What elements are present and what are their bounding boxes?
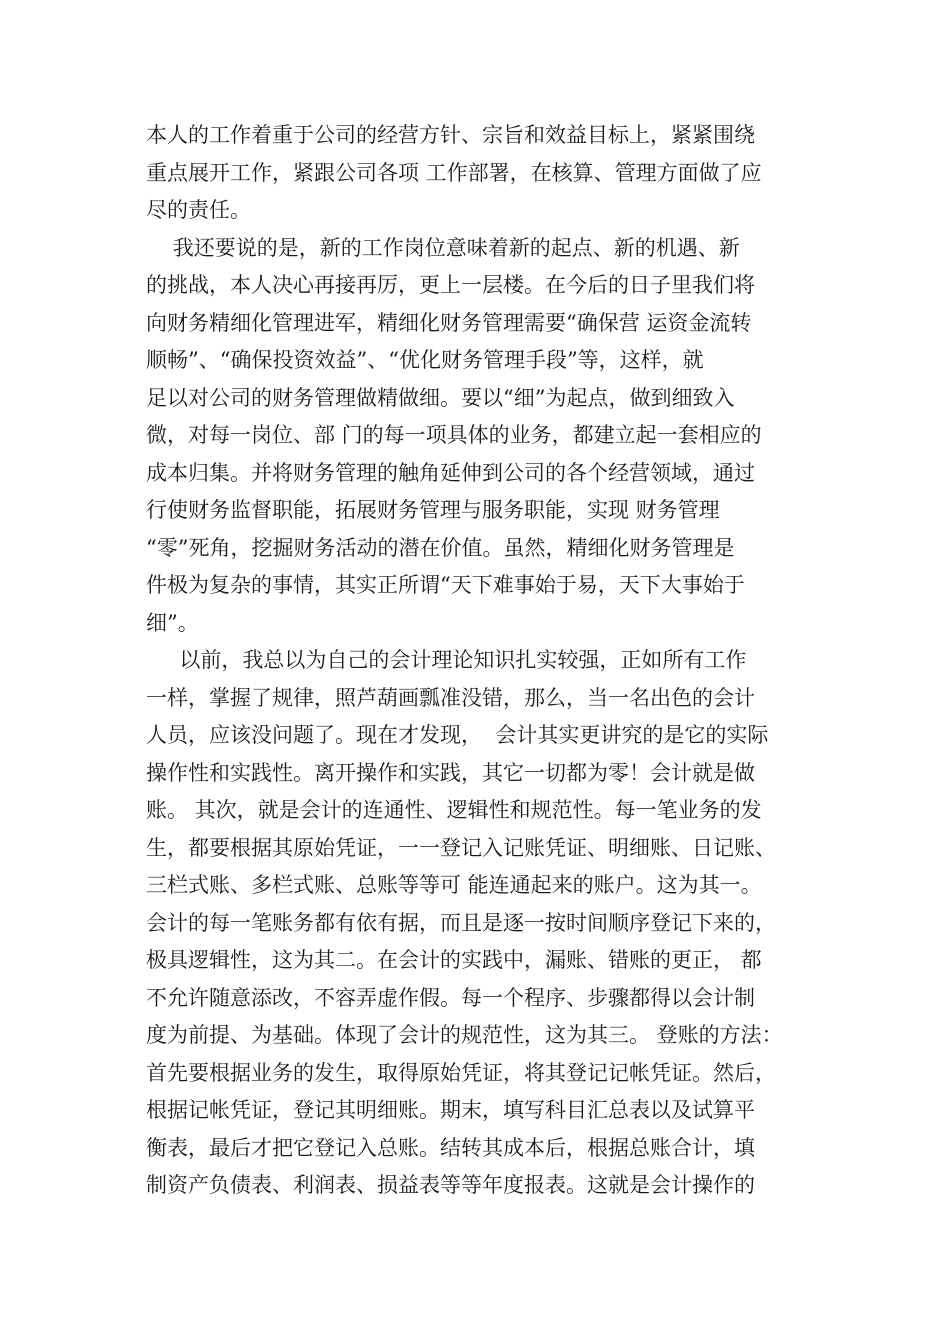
text-line: “零”死角，挖掘财务活动的潜在价值。虽然，精细化财务管理是 [146,535,735,560]
document-body [146,117,836,1205]
text-line: 重点展开工作，紧跟公司各项 工作部署，在核算、管理方面做了应 [146,160,762,185]
text-line: 不允许随意添改，不容弄虚作假。每一个程序、步骤都得以会计制 [146,985,755,1010]
text-line: 顺畅”、“确保投资效益”、“优化财务管理手段”等，这样，就 [146,348,704,372]
text-line: 根据记帐凭证，登记其明细账。期末，填写科目汇总表以及试算平 [146,1098,755,1122]
text-line: 尽的责任。 [146,198,251,222]
text-line: 成本归集。并将财务管理的触角延伸到公司的各个经营领域，通过 [146,460,755,485]
text-line: 制资产负债表、利润表、损益表等等年度报表。这就是会计操作的 [146,1173,755,1197]
text-line: 微，对每一岗位、部 门的每一项具体的业务，都建立起一套相应的 [146,423,762,447]
text-line: 行使财务监督职能，拓展财务管理与服务职能，实现 财务管理 [146,498,720,522]
text-line: 操作性和实践性。离开操作和实践，其它一切都为零！会计就是做 [146,760,755,785]
text-line: 以前，我总以为自己的会计理论知识扎实较强，正如所有工作 [146,648,747,672]
text-line: 人员，应该没问题了。现在才发现， 会计其实更讲究的是它的实际 [146,723,769,747]
text-line: 生，都要根据其原始凭证，一一登记入记账凭证、明细账、日记账、 [146,835,776,860]
text-line: 三栏式账、多栏式账、总账等等可 能连通起来的账户。这为其一。 [146,873,762,897]
text-line: 向财务精细化管理进军，精细化财务管理需要“确保营 运资金流转 [146,310,752,335]
text-line: 细”。 [146,610,199,635]
text-line: 度为前提、为基础。体现了会计的规范性，这为其三。 登账的方法： [146,1023,783,1047]
text-line: 衡表，最后才把它登记入总账。结转其成本后，根据总账合计，填 [146,1135,755,1160]
text-line: 账。 其次，就是会计的连通性、逻辑性和规范性。每一笔业务的发 [146,798,762,822]
text-line: 会计的每一笔账务都有依有据，而且是逐一按时间顺序登记下来的， [146,910,776,935]
text-line: 首先要根据业务的发生，取得原始凭证，将其登记记帐凭证。然后， [146,1060,776,1085]
text-line: 足以对公司的财务管理做精做细。要以“细”为起点，做到细致入 [146,385,735,410]
text-line: 件极为复杂的事情，其实正所谓“天下难事始于易，天下大事始于 [146,573,745,597]
text-line: 我还要说的是，新的工作岗位意味着新的起点、新的机遇、新 [146,235,740,260]
text-line: 的挑战，本人决心再接再厉，更上一层楼。在今后的日子里我们将 [146,273,755,297]
text-line: 一样，掌握了规律，照芦葫画瓢准没错，那么，当一名出色的会计 [146,685,755,710]
text-line: 极具逻辑性，这为其二。在会计的实践中，漏账、错账的更正， 都 [146,948,762,972]
text-line: 本人的工作着重于公司的经营方针、宗旨和效益目标上，紧紧围绕 [146,123,755,147]
